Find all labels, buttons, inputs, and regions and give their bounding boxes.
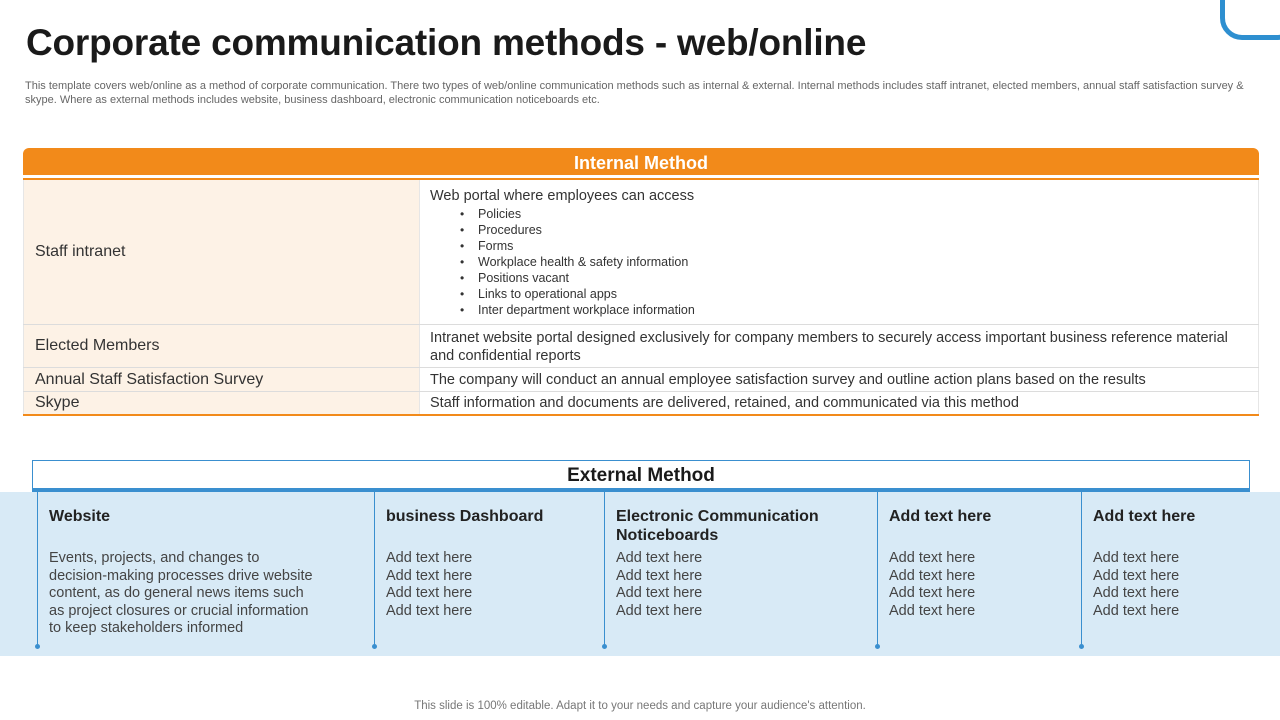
row-description: Intranet website portal designed exclusively for company members to securely access important business reference material and confidential reports	[420, 325, 1259, 367]
external-column-4	[877, 492, 1072, 648]
column-dot	[602, 644, 607, 649]
row-label: Staff intranet	[23, 180, 420, 324]
external-method-header: External Method	[32, 460, 1250, 492]
column-line: Add text here	[1093, 567, 1180, 584]
column-line: Add text here	[889, 567, 976, 584]
list-item: • Links to operational apps	[430, 286, 1248, 302]
list-item: • Inter department workplace information	[430, 302, 1248, 318]
column-body	[1093, 550, 1179, 620]
column-divider	[604, 492, 605, 647]
row-description: The company will conduct an annual employee satisfaction survey and outline action plans based on the results	[420, 368, 1259, 391]
column-title: business Dashboard	[386, 508, 544, 525]
column-body	[889, 550, 975, 620]
column-line: Add text here	[1093, 585, 1180, 602]
external-column-noticeboards	[604, 492, 869, 648]
column-line: to keep stakeholders informed	[49, 620, 244, 637]
column-body	[49, 550, 313, 638]
column-line: Add text here	[616, 567, 703, 584]
column-divider	[37, 492, 38, 647]
list-item: • Positions vacant	[430, 270, 1248, 286]
corner-decoration	[1220, 0, 1280, 40]
column-dot	[372, 644, 377, 649]
table-row	[23, 180, 1259, 325]
column-line: Add text here	[889, 602, 976, 619]
column-line: Add text here	[386, 602, 473, 619]
row-description	[420, 180, 1259, 324]
list-item: • Policies	[430, 206, 1248, 222]
internal-method-header: Internal Method	[23, 148, 1259, 178]
column-divider	[1081, 492, 1082, 647]
row-label: Elected Members	[23, 325, 420, 367]
column-dot	[875, 644, 880, 649]
internal-method-table	[23, 148, 1259, 417]
column-line: Add text here	[386, 585, 473, 602]
row-label: Annual Staff Satisfaction Survey	[23, 368, 420, 391]
table-row	[23, 368, 1259, 392]
footer-note: This slide is 100% editable. Adapt it to your needs and capture your audience's attention.	[414, 700, 866, 712]
column-line: Add text here	[386, 567, 473, 584]
table-row	[23, 325, 1259, 368]
column-divider	[877, 492, 878, 647]
column-title: Website	[49, 508, 111, 525]
row-description: Staff information and documents are delivered, retained, and communicated via this method	[420, 392, 1259, 414]
external-column-website	[37, 492, 367, 648]
bullet-list	[430, 206, 1248, 318]
column-dot	[1079, 644, 1084, 649]
page-subtitle: This template covers web/online as a method of corporate communication. There two types of web/online communication methods such as internal & external. Internal methods includes staff intranet, elected members, annual staff satisfaction survey & skype. Where as external methods includes website, business dashboard, electronic communication noticeboards etc.	[25, 80, 1244, 106]
column-divider	[374, 492, 375, 647]
external-column-dashboard	[374, 492, 599, 648]
row-description-text: Web portal where employees can access	[430, 188, 695, 204]
column-line: content, as do general news items such	[49, 585, 304, 602]
column-title: Add text here	[889, 508, 992, 525]
list-item: • Forms	[430, 238, 1248, 254]
column-line: decision-making processes drive website	[49, 567, 313, 584]
column-line: Add text here	[1093, 550, 1180, 566]
row-label: Skype	[23, 392, 420, 414]
column-line: Events, projects, and changes to	[49, 550, 260, 566]
column-line: Add text here	[1093, 602, 1180, 619]
list-item: • Procedures	[430, 222, 1248, 238]
page-title: Corporate communication methods - web/online	[26, 22, 867, 63]
column-line: Add text here	[616, 602, 703, 619]
column-title: Electronic Communication Noticeboards	[616, 508, 819, 544]
list-item: • Workplace health & safety information	[430, 254, 1248, 270]
column-line: Add text here	[889, 585, 976, 602]
column-dot	[35, 644, 40, 649]
internal-method-rows	[23, 178, 1259, 416]
column-line: Add text here	[889, 550, 976, 566]
column-body	[386, 550, 472, 620]
column-body	[616, 550, 702, 620]
external-column-5	[1081, 492, 1266, 648]
column-line: Add text here	[386, 550, 473, 566]
column-line: Add text here	[616, 585, 703, 602]
column-title: Add text here	[1093, 508, 1196, 525]
column-line: as project closures or crucial information	[49, 602, 309, 619]
column-line: Add text here	[616, 550, 703, 566]
table-row	[23, 392, 1259, 414]
